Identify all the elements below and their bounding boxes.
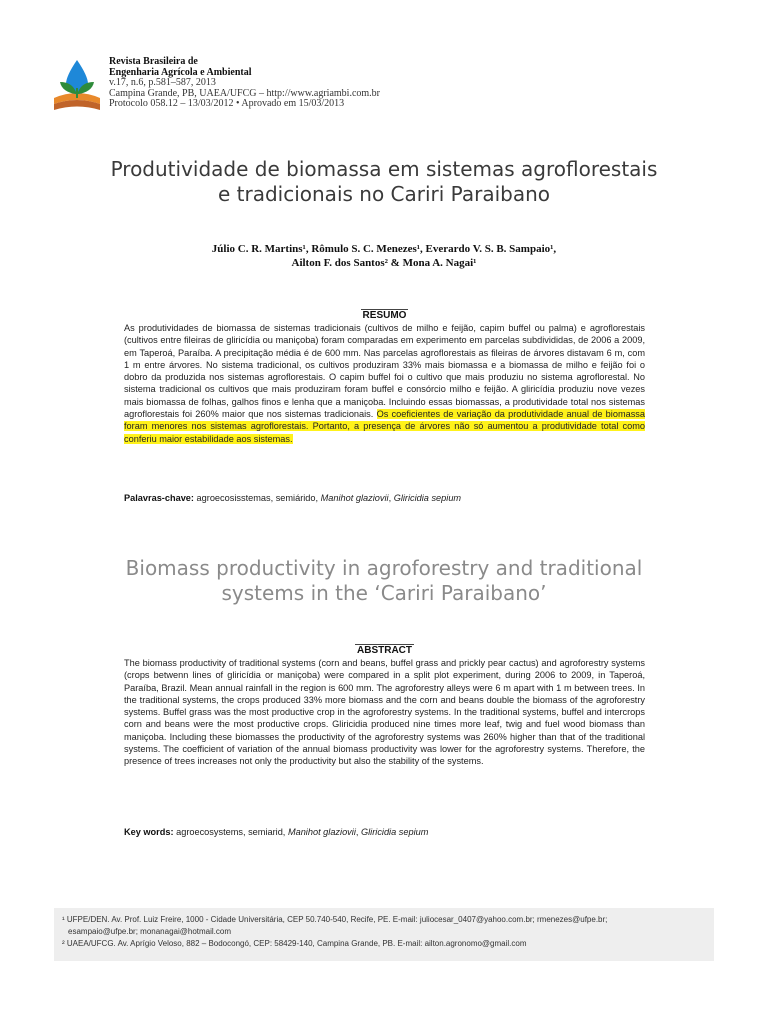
title-pt-line1: Produtividade de biomassa em sistemas agroflorestais — [110, 157, 658, 181]
palavras-chave-plain: agroecosisstemas, semiárido, — [196, 493, 319, 503]
abstract-heading: ABSTRACT — [357, 645, 412, 656]
key-words-plain: agroecosystems, semiarid, — [176, 827, 286, 837]
key-words-sep: , — [355, 827, 359, 837]
journal-header — [109, 57, 380, 110]
palavras-chave-sep: , — [388, 493, 392, 503]
abstract-heading-wrap — [124, 644, 645, 657]
key-words — [124, 826, 645, 838]
resumo-highlighted-text: Os coeficientes de variação da produtividade anual de biomassa foram menores nos sistemas agroflorestais. Portanto, a presença de árvores não só aumentou a produtividade total como conferiu maior estabilidade aos sistemas. — [124, 409, 646, 444]
palavras-chave — [124, 492, 645, 504]
authors-line1: Júlio C. R. Martins¹, Rômulo S. C. Menezes¹, Everardo V. S. B. Sampaio¹, — [211, 243, 557, 255]
resumo-heading-wrap — [124, 309, 645, 322]
resumo-text: As produtividades de biomassa de sistemas tradicionais (cultivos de milho e feijão, capim buffel ou palma) e agroflorestais (cultivos entre fileiras de gliricídia ou maniçoba) foram comparadas em experimento em parcelas subdivididas, de 2006 a 2009, em Taperoá, Paraíba. A precipitação média é de 600 mm. Nas parcelas agroflorestais as fileiras de árvores distavam 6 m, com 1 m entre árvores. No sistema tradicional, os cultivos produziram 33% mais biomassa e a biomassa de milho e feijão foi o dobro da produzida nos sistemas agroflorestais. O capim buffel foi o cultivo que mais produziu no sistema agroflorestal. No sistema tradicional os cultivos que mais produziram foram buffel e consórcio milho e feijão. A gliricídia produziu nove vezes mais biomassa de folhas, galhos finos e lenha que a maniçoba. Incluindo essas biomassas, a produtividade total nos sistemas agroflorestais foi 260% maior que nos sistemas tradicionais. — [124, 323, 645, 420]
journal-location: Campina Grande, PB, UAEA/UFCG – http://www.agriambi.com.br — [109, 87, 380, 99]
title-english — [60, 556, 708, 606]
journal-protocol: Protocolo 058.12 – 13/03/2012 • Aprovado em 15/03/2013 — [109, 98, 345, 109]
resumo-body — [124, 322, 645, 445]
footnote-2: ² UAEA/UFCG. Av. Aprígio Veloso, 882 – Bodocongó, CEP: 58429-140, Campina Grande, PB. E-mail: ailton.agronomo@gmail.com — [62, 939, 527, 948]
title-en-line1: Biomass productivity in agroforestry and traditional — [125, 556, 643, 580]
palavras-chave-species1: Manihot glaziovii — [320, 493, 389, 503]
title-portuguese — [60, 157, 708, 207]
title-en-line2: systems in the ‘Cariri Paraibano’ — [221, 581, 547, 605]
journal-name-line1: Revista Brasileira de — [109, 56, 198, 67]
logo-stem — [76, 88, 78, 98]
footnote-1: ¹ UFPE/DEN. Av. Prof. Luiz Freire, 1000 - Cidade Universitária, CEP 50.740-540, Recife, PE. E-mail: juliocesar_0407@yahoo.com.br; rmenezes@ufpe.br; — [62, 915, 608, 924]
abstract-text: The biomass productivity of traditional systems (corn and beans, buffel grass and prickly pear cactus) and agroforestry systems (crops betwenn lines of gliricídia or maniçoba) were compared in a split plot experiment, during 2006 to 2009, in Taperoá, Paraíba, Brazil. Mean annual rainfall in the region is 600 mm. The agroforestry alleys were 6 m apart with 1 m between trees. In the traditional systems, the crops produced 33% more biomass and the corn and beans double the biomass of the agroforestry systems. Buffel grass was the most productive crop in the agroforestry systems. In the traditional systems, buffel and intercrops corn and beans were the most productive crops. Gliricidia produced nine times more leaf, twig and fuel wood biomass than maniçoba. Including these biomasses the productivity of the agroforestry systems was 260% higher than that of the traditional systems. The coefficient of variation of the annual biomass productivity was lower for the agroforestry systems. Therefore, the presence of trees increases not only the productivity but also the stability of the systems. — [124, 658, 645, 767]
palavras-chave-species2: Gliricidia sepium — [393, 493, 462, 503]
key-words-label: Key words: — [124, 827, 174, 837]
authors-line2: Ailton F. dos Santos² & Mona A. Nagai¹ — [291, 257, 477, 269]
footnote-1-cont: esampaio@ufpe.br; monanagai@hotmail.com — [68, 927, 231, 936]
footnotes — [54, 908, 714, 961]
abstract-body — [124, 657, 645, 768]
key-words-species2: Gliricidia sepium — [360, 827, 429, 837]
resumo-heading: RESUMO — [362, 310, 407, 321]
journal-logo — [52, 58, 102, 112]
key-words-species1: Manihot glaziovii — [287, 827, 356, 837]
journal-volume: v.17, n.6, p.581–587, 2013 — [109, 77, 216, 88]
authors — [120, 242, 648, 270]
title-pt-line2: e tradicionais no Cariri Paraibano — [217, 182, 550, 206]
palavras-chave-label: Palavras-chave: — [124, 493, 194, 503]
journal-name-line2: Engenharia Agrícola e Ambiental — [109, 66, 252, 78]
